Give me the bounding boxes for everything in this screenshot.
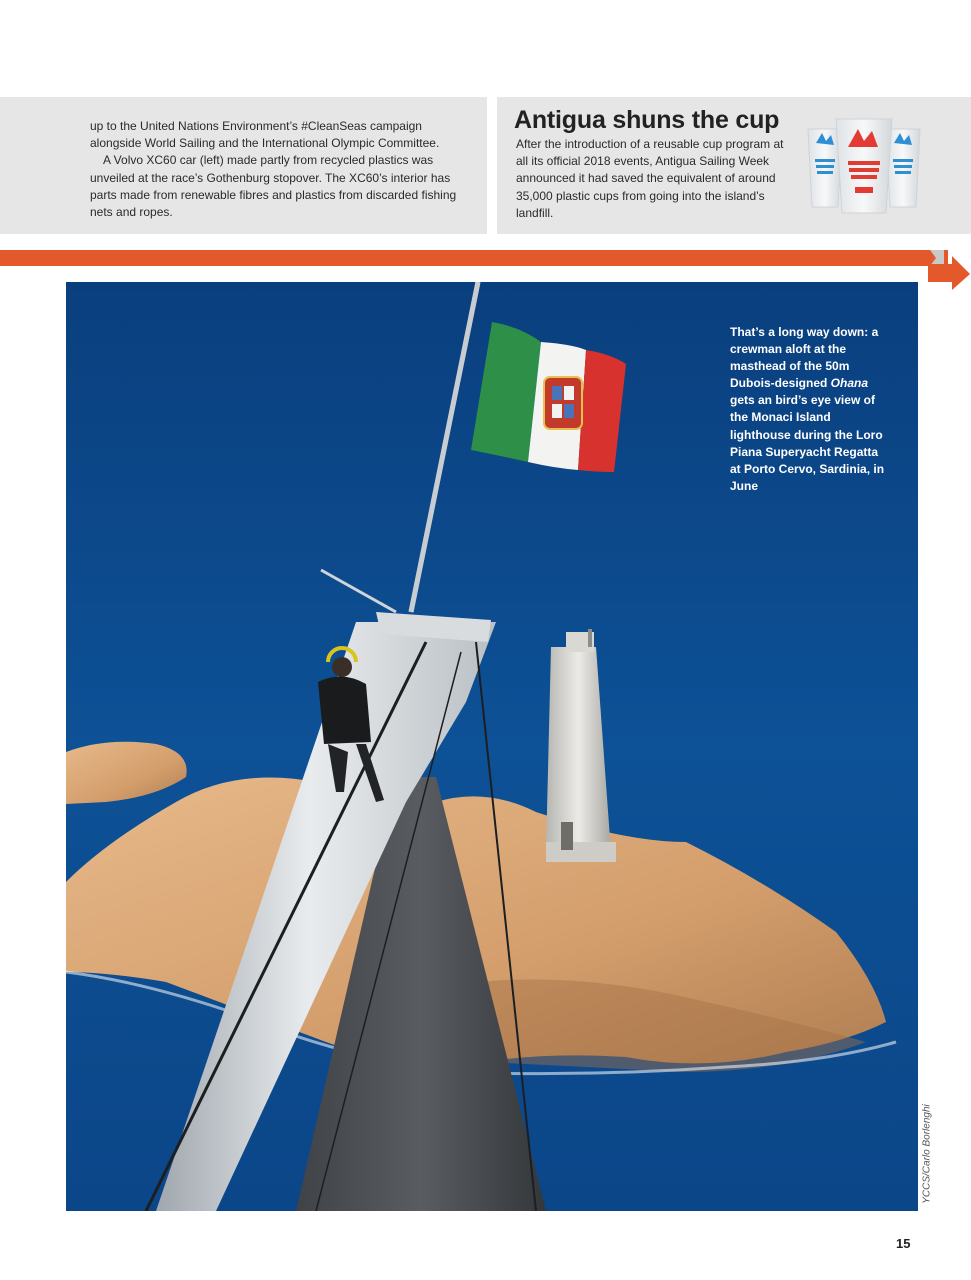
yacht-name: Ohana <box>830 376 869 391</box>
reusable-cups-image <box>802 111 927 216</box>
article-paragraph: A Volvo XC60 car (left) made partly from recycled plastics was unveiled at the race’s Gothenburg stopover. The XC60’s interior has parts made from renewable fibres and plastics from discarded fishing nets and ropes. <box>90 153 457 220</box>
masthead-lighthouse-photo <box>66 282 918 1211</box>
photo-caption <box>730 324 890 495</box>
antigua-headline: Antigua shuns the cup <box>514 106 780 134</box>
cups-illustration <box>802 111 927 216</box>
caption-text-continued: gets an bird’s eye view of the Monaci Island lighthouse during the Loro Piana Superyacht Regatta at Porto Cervo, Sardinia, in June <box>730 393 885 493</box>
section-divider-bar <box>0 250 948 266</box>
next-page-arrow-icon <box>926 250 971 292</box>
continued-article-text <box>90 118 465 221</box>
photo-credit <box>918 1098 936 1210</box>
page-number: 15 <box>896 1236 911 1251</box>
antigua-body-text: After the introduction of a reusable cup program at all its official 2018 events, Antigua Sailing Week announced it had saved the equivalent of around 35,000 plastic cups from going into the island’s landfill. <box>516 137 784 220</box>
article-paragraph: up to the United Nations Environment’s #CleanSeas campaign alongside World Sailing and the International Olympic Committee. <box>90 119 440 151</box>
photo-credit-text: YCCS/Carlo Borlenghi <box>921 1104 933 1204</box>
antigua-news-panel <box>497 97 971 234</box>
caption-text: That’s a long way down: a crewman aloft at the masthead of the 50m Dubois-designed <box>730 325 879 391</box>
sidebar-panel-left <box>0 97 487 234</box>
